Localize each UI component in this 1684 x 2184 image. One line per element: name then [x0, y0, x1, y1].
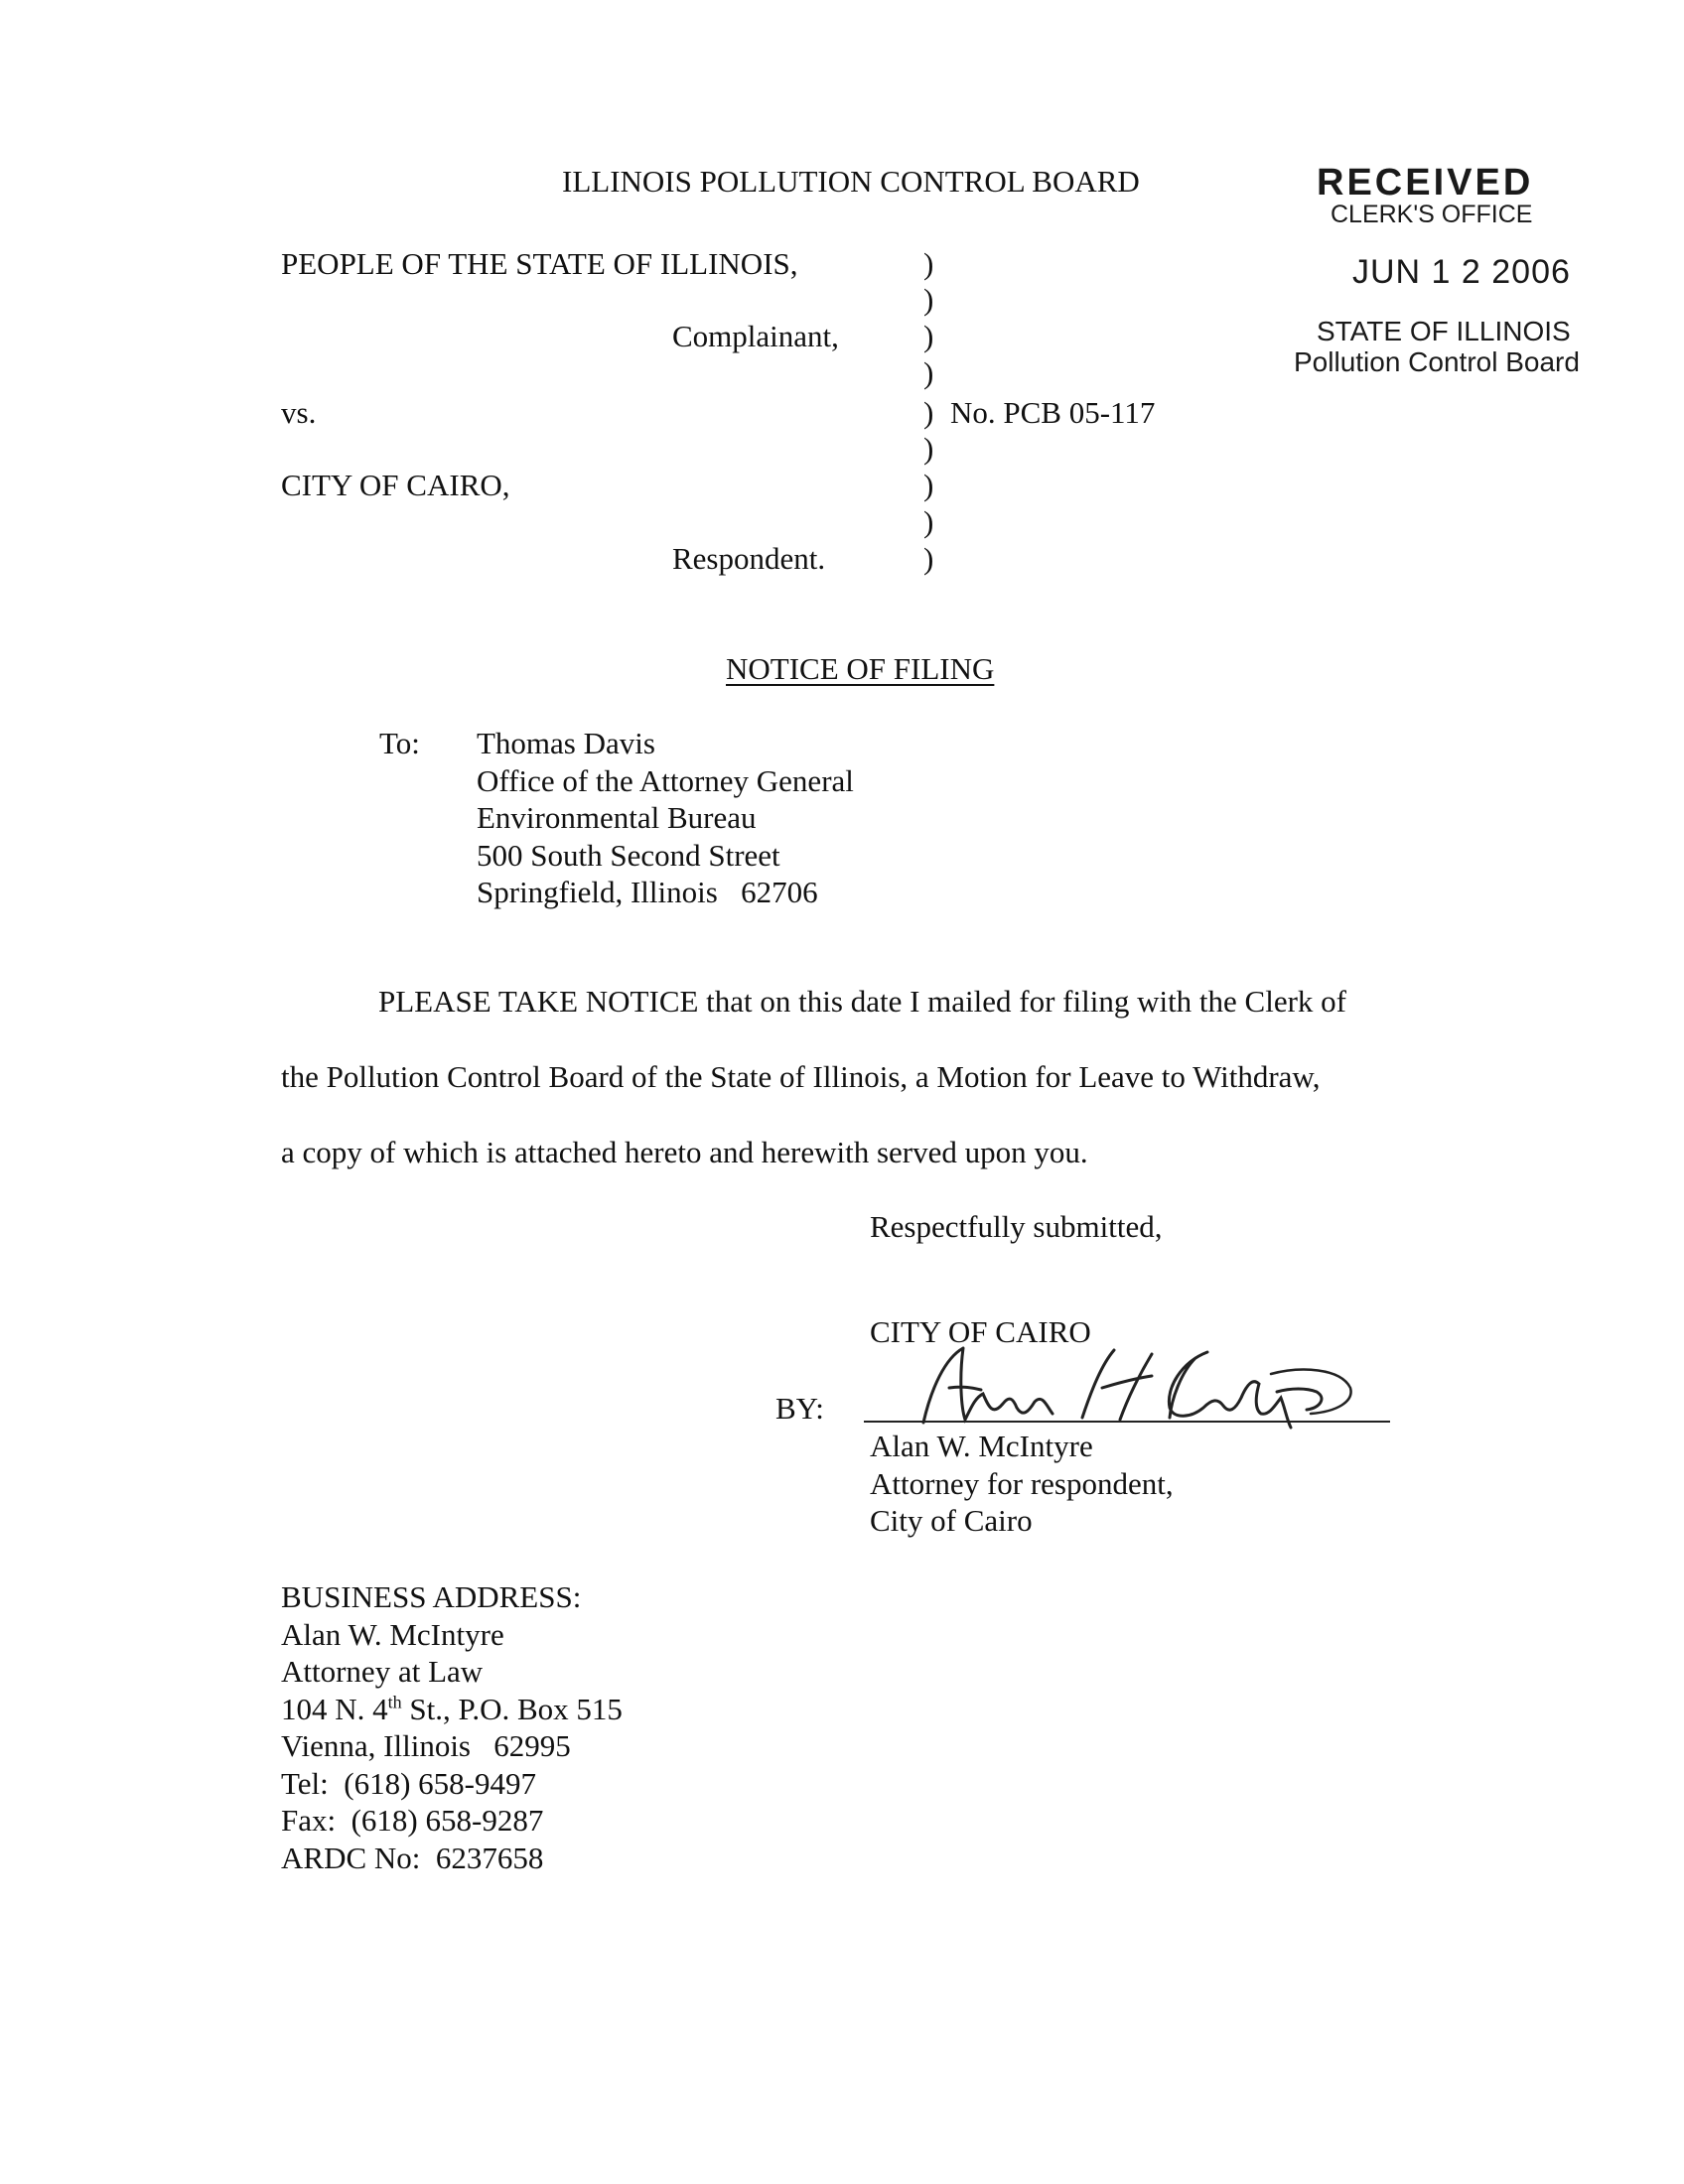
notice-body-line: PLEASE TAKE NOTICE that on this date I mailed for filing with the Clerk of: [378, 984, 1347, 1019]
signer-client: City of Cairo: [870, 1503, 1033, 1538]
business-name: Alan W. McIntyre: [281, 1616, 504, 1652]
notice-body-line: the Pollution Control Board of the State of Illinois, a Motion for Leave to Withdraw,: [281, 1059, 1321, 1094]
by-label: BY:: [775, 1391, 824, 1426]
street-rest: St., P.O. Box 515: [401, 1691, 623, 1726]
case-number: No. PCB 05-117: [950, 395, 1156, 430]
stamp-date: JUN 1 2 2006: [1352, 253, 1571, 291]
stamp-clerks-office: CLERK'S OFFICE: [1331, 201, 1533, 228]
street-number: 104 N. 4: [281, 1691, 388, 1726]
signature-line: [864, 1421, 1390, 1423]
business-address: [281, 1578, 623, 1876]
caption-paren: ): [923, 395, 934, 430]
caption-paren: ): [923, 504, 934, 539]
caption-paren: ): [923, 541, 934, 576]
caption-paren: ): [923, 282, 934, 317]
recipient-bureau: Environmental Bureau: [477, 800, 757, 835]
respondent-role: Respondent.: [672, 541, 826, 576]
recipient-city: Springfield, Illinois 62706: [477, 875, 818, 909]
board-title: ILLINOIS POLLUTION CONTROL BOARD: [562, 164, 1140, 199]
business-address-heading: BUSINESS ADDRESS:: [281, 1579, 582, 1614]
stamp-received: RECEIVED: [1317, 162, 1534, 204]
signer-name: Alan W. McIntyre: [870, 1429, 1093, 1463]
versus-label: vs.: [281, 395, 317, 430]
caption-paren: ): [923, 468, 934, 502]
recipient-office: Office of the Attorney General: [477, 762, 854, 798]
notice-title: NOTICE OF FILING: [726, 651, 995, 686]
caption-paren: ): [923, 246, 934, 281]
closing: Respectfully submitted,: [870, 1209, 1163, 1244]
notice-body-line: a copy of which is attached hereto and herewith served upon you.: [281, 1135, 1088, 1169]
caption-paren: ): [923, 431, 934, 466]
business-city: Vienna, Illinois 62995: [281, 1728, 571, 1763]
business-tel: Tel: (618) 658-9497: [281, 1765, 536, 1801]
recipient-name: Thomas Davis: [477, 726, 655, 760]
to-label: To:: [379, 726, 420, 760]
complainant-party: PEOPLE OF THE STATE OF ILLINOIS,: [281, 246, 798, 281]
business-fax: Fax: (618) 658-9287: [281, 1803, 544, 1838]
business-street: [281, 1691, 623, 1728]
street-ordinal: th: [387, 1692, 402, 1712]
signer-details: [870, 1428, 1174, 1540]
stamp-state: STATE OF ILLINOIS: [1317, 316, 1571, 346]
complainant-role: Complainant,: [672, 319, 839, 353]
signer-title: Attorney for respondent,: [870, 1465, 1174, 1501]
respondent-party: CITY OF CAIRO,: [281, 468, 510, 502]
business-title: Attorney at Law: [281, 1654, 484, 1689]
stamp-board: Pollution Control Board: [1294, 346, 1580, 377]
caption-paren: ): [923, 319, 934, 353]
signing-entity: CITY OF CAIRO: [870, 1314, 1091, 1349]
recipient-address: [477, 725, 854, 911]
business-ardc: ARDC No: 6237658: [281, 1840, 544, 1875]
recipient-street: 500 South Second Street: [477, 837, 780, 873]
caption-paren: ): [923, 355, 934, 390]
